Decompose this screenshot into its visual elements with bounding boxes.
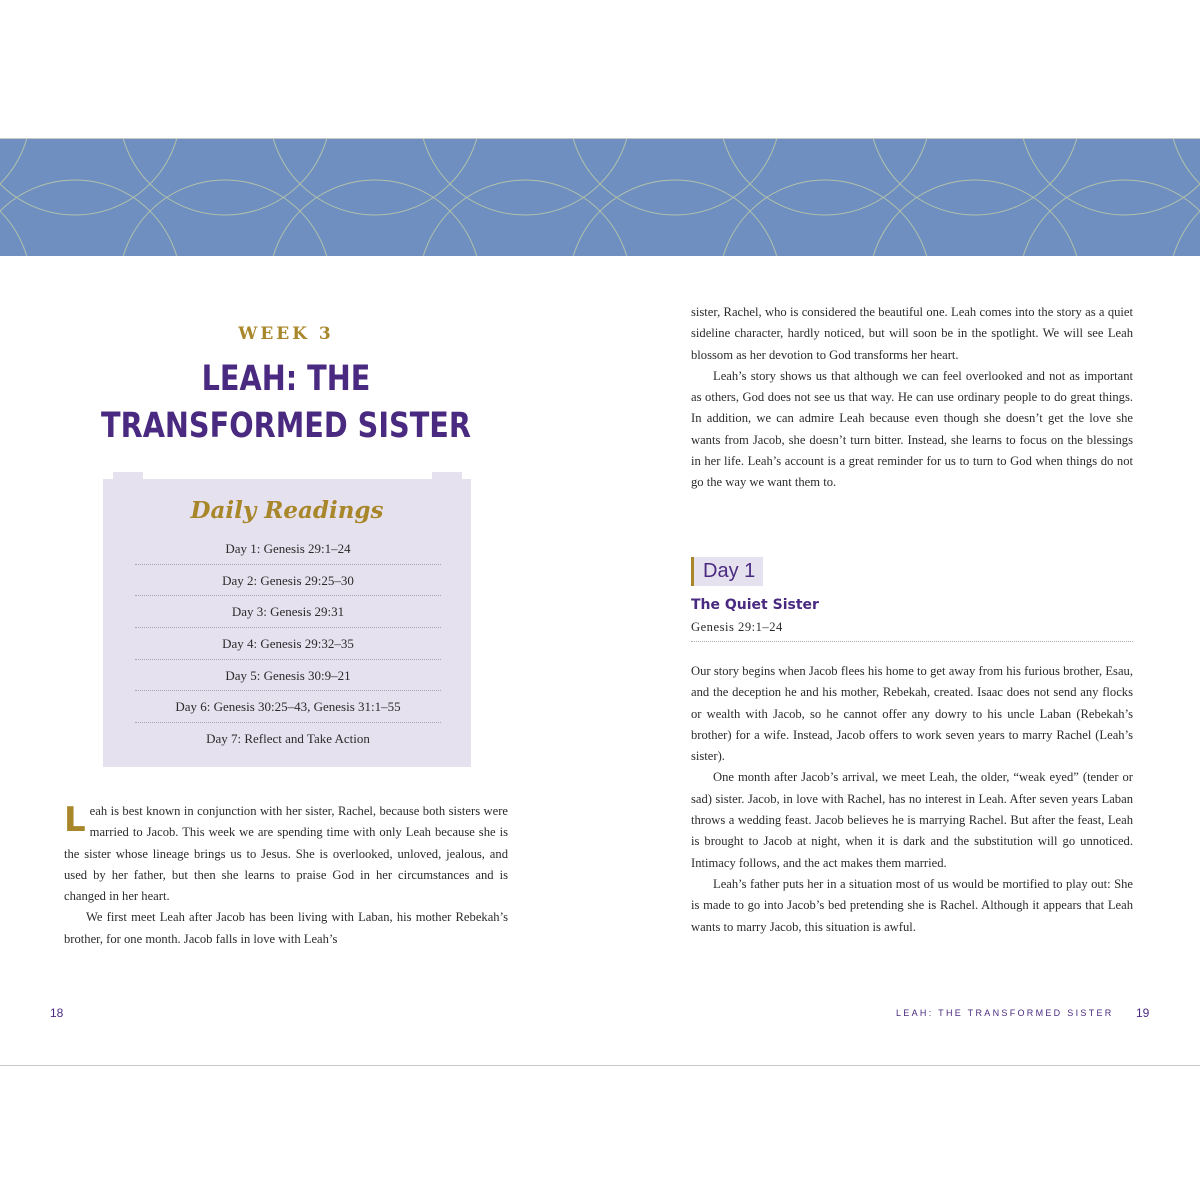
day-1-paragraph-3: Leah’s father puts her in a situation most of us would be mortified to play out: She is made to go into Jacob’s bed pretending she is Rachel. Although it appears that Leah wants to marry Jacob, this situation is awful. — [691, 876, 1133, 934]
running-footer-title: LEAH: THE TRANSFORMED SISTER — [896, 1008, 1114, 1018]
reading-item-day-4: Day 4: Genesis 29:32–35 — [135, 628, 441, 660]
right-paragraph-2: Leah’s story shows us that although we can feel overlooked and not as important as others, God does not see us that way. He can use ordinary people to do great things. In addition, we can admire Leah because even though she doesn’t get the love she wants from Jacob, she doesn’t turn bitter. Instead, she learns to focus on the blessings in her life. Leah’s account is a great reminder for us to turn to God when things do not go the way we want them to. — [691, 368, 1133, 490]
day-1-heading: Day 1 — [691, 557, 763, 586]
day-1-paragraph-1: Our story begins when Jacob flees his home to get away from his furious brother, Esau, and the deception he and his mother, Rebekah, created. Isaac does not send any flocks or wealth with Jacob, so he cannot offer any dowry to his uncle Laban (Rebekah’s brother) for a wife. Instead, Jacob offers to work seven years to marry Rachel (Leah’s sister). — [691, 664, 1133, 764]
book-spread — [0, 138, 1200, 1066]
day-1-scripture-reference: Genesis 29:1–24 — [691, 620, 783, 634]
week-label: WEEK 3 — [238, 324, 334, 344]
right-page — [600, 256, 1200, 1065]
intro-paragraph-text: eah is best known in conjunction with her sister, Rachel, because both sisters were married to Jacob. This week we are spending time with only Leah because she is the sister whose lineage brings us to Jesus. She is overlooked, unloved, jealous, and used by her father, but then she learns to praise God in her circumstances and is changed in her heart. — [64, 804, 508, 904]
chapter-title-line-1: LEAH: THE — [201, 359, 371, 399]
left-paragraph-2: We first meet Leah after Jacob has been living with Laban, his mother Rebekah’s brother, for one month. Jacob falls in love with Leah’s — [64, 910, 508, 946]
drop-cap: L — [64, 800, 86, 840]
daily-readings-list — [135, 533, 441, 755]
reading-item-day-1: Day 1: Genesis 29:1–24 — [135, 533, 441, 565]
right-intro-text — [691, 302, 1133, 494]
daily-readings-title: Daily Readings — [190, 497, 384, 524]
chapter-title — [51, 356, 520, 450]
left-page — [0, 256, 600, 1065]
day-1-body-text — [691, 661, 1133, 938]
reading-item-day-5: Day 5: Genesis 30:9–21 — [135, 660, 441, 692]
reading-item-day-6: Day 6: Genesis 30:25–43, Genesis 31:1–55 — [135, 691, 441, 723]
page-number-left: 18 — [50, 1006, 64, 1020]
reading-item-day-7: Day 7: Reflect and Take Action — [206, 731, 370, 747]
intro-paragraph — [64, 801, 508, 907]
section-divider — [691, 641, 1133, 642]
daily-readings-box — [103, 479, 471, 767]
day-1-paragraph-2: One month after Jacob’s arrival, we meet Leah, the older, “weak eyed” (tender or sad) sister. Jacob, in love with Rachel, has no interest in Leah. After seven years Laban throws a wedding feast. Jacob believes he is marrying Rachel. But after the feast, Leah is brought to Jacob at night, when it is dark and the substitution will go unnoticed. Intimacy follows, and the act makes them married. — [691, 770, 1133, 870]
day-1-subtitle: The Quiet Sister — [691, 597, 819, 613]
reading-item-day-3: Day 3: Genesis 29:31 — [135, 596, 441, 628]
right-paragraph-1: sister, Rachel, who is considered the beautiful one. Leah comes into the story as a quiet sideline character, hardly noticed, but will soon be in the spotlight. We will see Leah blossom as her devotion to God transforms her heart. — [691, 305, 1133, 362]
page-number-right: 19 — [1136, 1006, 1150, 1020]
decorative-header-banner — [0, 139, 1200, 256]
reading-item-day-2: Day 2: Genesis 29:25–30 — [135, 565, 441, 597]
left-body-text — [64, 801, 508, 950]
chapter-title-line-2: TRANSFORMED SISTER — [101, 406, 471, 446]
